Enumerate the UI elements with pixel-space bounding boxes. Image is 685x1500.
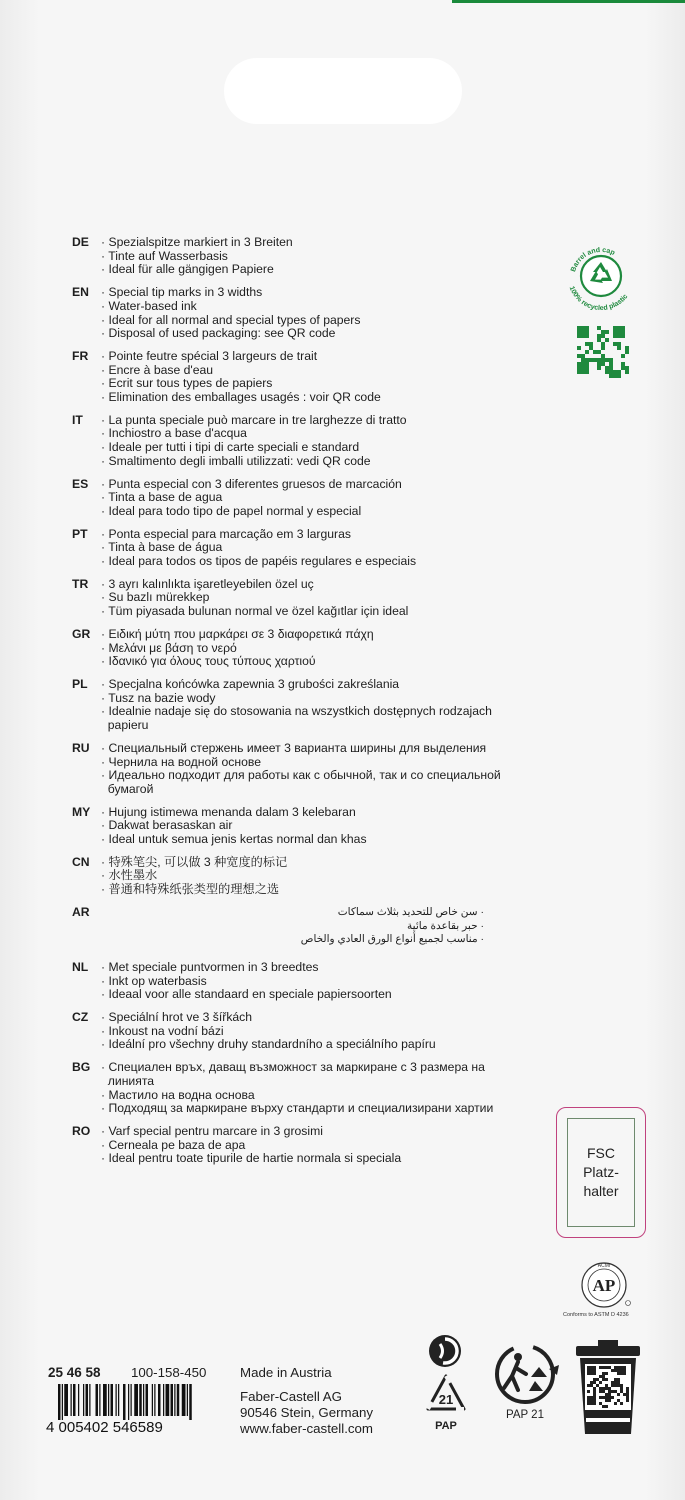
language-line: · مناسب لجميع أنواع الورق العادي والخاص (300, 933, 484, 946)
language-line: · Специален връх, даващ възможност за маркиране с 3 размера на (101, 1060, 485, 1075)
language-code: PL (72, 676, 88, 691)
language-block-es (72, 478, 552, 519)
language-lines (101, 286, 552, 341)
language-block-ru (72, 742, 552, 797)
language-code: AR (72, 904, 90, 919)
recycle-bin-qr-icon[interactable] (572, 1336, 644, 1438)
language-line: · Ideal para todos os tipos de papéis regulares e especiais (101, 554, 417, 569)
language-line: · Подходящ за маркиране върху стандарти и специализирани хартии (101, 1101, 494, 1116)
language-block-it (72, 414, 552, 469)
language-line: · Ideale per tutti i tipi di carte speciali e standard (101, 440, 360, 455)
fsc-line-3: halter (583, 1183, 619, 1199)
language-lines (101, 236, 552, 277)
article-number: 25 46 58 (48, 1365, 101, 1380)
language-line: · 水性墨水 (101, 868, 158, 883)
language-line: · Hujung istimewa menanda dalam 3 kelebaran (101, 804, 356, 819)
language-line: · Μελάνι με βάση το νερό (101, 640, 237, 655)
language-line: · سن خاص للتحديد بثلاث سماكات (337, 905, 484, 918)
language-code: TR (72, 576, 89, 591)
language-line: · Tinta a base de agua (101, 490, 223, 505)
language-line: · Tusz na bazie wody (101, 690, 216, 705)
language-line: · Ideal für alle gängigen Papiere (101, 262, 274, 277)
language-block-ar (72, 906, 552, 947)
language-lines (101, 628, 552, 669)
language-lines (101, 578, 552, 619)
language-line: · حبر بقاعدة مائية (407, 919, 484, 932)
language-line: · Мастило на водна основа (101, 1087, 255, 1102)
language-line: · Ecrit sur tous types de papiers (101, 376, 273, 391)
fsc-line-2: Platz- (583, 1164, 619, 1180)
recycle-icon (562, 237, 640, 315)
language-line: · Inkoust na vodní bázi (101, 1023, 224, 1038)
language-line: · Ideal for all normal and special types of papers (101, 312, 361, 327)
pap-label: PAP (435, 1420, 457, 1432)
language-line: · Idealnie nadaje się do stosowania na wszystkich dostępnych rodzajach (101, 704, 492, 719)
language-block-pt (72, 528, 552, 569)
company-website[interactable]: www.faber-castell.com (240, 1420, 374, 1436)
language-lines (101, 414, 552, 469)
language-line: · Ideaal voor alle standaard en speciale papiersoorten (101, 987, 392, 1002)
language-line: · Spezialspitze markiert in 3 Breiten (101, 235, 293, 249)
language-line: · Smaltimento degli imballi utilizzati: vedi QR code (101, 453, 371, 468)
language-line: · Ideální pro všechny druhy standardního a speciálního papíru (101, 1037, 436, 1052)
language-block-bg (72, 1061, 552, 1116)
language-code: RO (72, 1123, 91, 1138)
language-line: · Su bazlı mürekkep (101, 590, 210, 605)
language-lines (101, 528, 552, 569)
language-lines (101, 856, 552, 897)
language-lines (101, 906, 552, 947)
qr-code-green[interactable] (577, 326, 629, 378)
language-line: · Pointe feutre spécial 3 largeurs de trait (101, 348, 318, 363)
language-line: бумагой (101, 781, 154, 796)
language-line: · Идеально подходит для работы как с обычной, так и со специальной (101, 768, 501, 783)
language-code: FR (72, 348, 89, 363)
language-lines (101, 478, 552, 519)
language-lines (101, 1125, 552, 1166)
language-line: · Inchiostro a base d'acqua (101, 426, 247, 441)
language-line: · Punta especial con 3 diferentes gruesos de marcación (101, 476, 402, 491)
ap-caption: Conforms to ASTM D 4236 (563, 1312, 629, 1318)
language-lines (101, 678, 552, 733)
top-accent-bar (452, 0, 685, 3)
language-line: · Cerneala pe baza de apa (101, 1137, 246, 1152)
ap-seal-icon (572, 1255, 636, 1319)
language-line: · Ιδανικό για όλους τους τύπους χαρτιού (101, 654, 316, 669)
language-code: DE (72, 235, 89, 249)
language-line: · Tüm piyasada bulunan normal ve özel kağıtlar için ideal (101, 604, 409, 619)
pap-recycling-triangle-icon (424, 1373, 468, 1417)
language-block-tr (72, 578, 552, 619)
language-line: · 3 ayrı kalınlıkta işaretleyebilen özel uç (101, 576, 314, 591)
company-address: 90546 Stein, Germany (240, 1404, 374, 1420)
language-block-nl (72, 961, 552, 1002)
badge-top-text: Barrel and cap (570, 246, 616, 273)
language-lines (101, 1011, 552, 1052)
pap-number: 21 (438, 1392, 454, 1407)
language-line: · Ideal para todo tipo de papel normal y especial (101, 503, 362, 518)
language-line: · Ponta especial para marcação em 3 larguras (101, 526, 351, 541)
fsc-line-1: FSC (587, 1145, 615, 1161)
language-code: CZ (72, 1010, 89, 1025)
made-in: Made in Austria (240, 1365, 332, 1380)
language-line: · Water-based ink (101, 298, 197, 313)
language-line: · Ειδική μύτη που μαρκάρει σε 3 διαφορετικά πάχη (101, 626, 374, 641)
language-block-gr (72, 628, 552, 669)
language-line: · Specjalna końcówka zapewnia 3 grubości zakreślania (101, 676, 400, 691)
language-line: · 普通和特殊纸张类型的理想之选 (101, 882, 280, 897)
language-line: · Ideal pentru toate tipurile de hartie normala si speciala (101, 1151, 402, 1166)
language-line: · Special tip marks in 3 widths (101, 285, 263, 300)
language-block-en (72, 286, 552, 341)
language-line: · Elimination des emballages usagés : voir QR code (101, 390, 381, 405)
badge-bottom-text: 100% recycled plastic (567, 285, 630, 313)
language-line: · Tinta à base de água (101, 540, 223, 555)
company-name: Faber-Castell AG (240, 1389, 342, 1404)
language-lines (101, 806, 552, 847)
language-code: EN (72, 285, 89, 300)
language-line: · 特殊笔尖, 可以做 3 种宽度的标记 (101, 854, 288, 869)
language-code: PT (72, 526, 88, 541)
language-lines (101, 961, 552, 1002)
language-line: · Met speciale puntvormen in 3 breedtes (101, 959, 319, 974)
language-code: RU (72, 740, 90, 755)
language-line: · Encre à base d'eau (101, 362, 214, 377)
pap21-label: PAP 21 (506, 1409, 544, 1421)
language-line: · Dakwat berasaskan air (101, 818, 233, 833)
reference-number: 100-158-450 (131, 1365, 207, 1380)
language-line: · Inkt op waterbasis (101, 973, 207, 988)
language-line: papieru (101, 718, 149, 733)
language-lines (101, 1061, 552, 1116)
fsc-placeholder (556, 1107, 646, 1238)
language-code: ES (72, 476, 89, 491)
language-line: · Disposal of used packaging: see QR code (101, 326, 336, 341)
tidyman-recycle-icon (491, 1341, 563, 1407)
language-block-cz (72, 1011, 552, 1052)
language-code: BG (72, 1060, 91, 1075)
green-dot-icon (428, 1334, 462, 1368)
ap-seal-mark: AP (592, 1276, 616, 1295)
language-lines (101, 350, 552, 405)
hang-hole (224, 58, 462, 124)
language-block-ro (72, 1125, 552, 1166)
language-lines (101, 742, 552, 797)
language-line: · Ideal untuk semua jenis kertas normal dan khas (101, 832, 367, 847)
language-line: · La punta speciale può marcare in tre larghezze di tratto (101, 412, 407, 427)
ap-seal-top: ACMI (597, 1263, 611, 1269)
language-line: · Varf special pentru marcare in 3 grosimi (101, 1123, 323, 1138)
language-block-fr (72, 350, 552, 405)
language-block-cn (72, 856, 552, 897)
language-line: · Чернила на водной основе (101, 754, 261, 769)
language-code: MY (72, 804, 91, 819)
language-line: · Speciální hrot ve 3 šířkách (101, 1010, 253, 1025)
language-block-my (72, 806, 552, 847)
language-code: NL (72, 959, 89, 974)
language-line: линията (101, 1073, 155, 1088)
language-block-de (72, 236, 552, 277)
language-list (72, 236, 552, 1175)
barcode-digits: 4 005402 546589 (46, 1419, 163, 1436)
language-code: GR (72, 626, 91, 641)
language-code: IT (72, 412, 83, 427)
fsc-label-box (567, 1118, 635, 1227)
language-line: · Специальный стержень имеет 3 варианта ширины для выделения (101, 740, 487, 755)
company-block (240, 1389, 373, 1436)
language-line: · Tinte auf Wasserbasis (101, 248, 228, 263)
language-code: CN (72, 854, 90, 869)
language-block-pl (72, 678, 552, 733)
